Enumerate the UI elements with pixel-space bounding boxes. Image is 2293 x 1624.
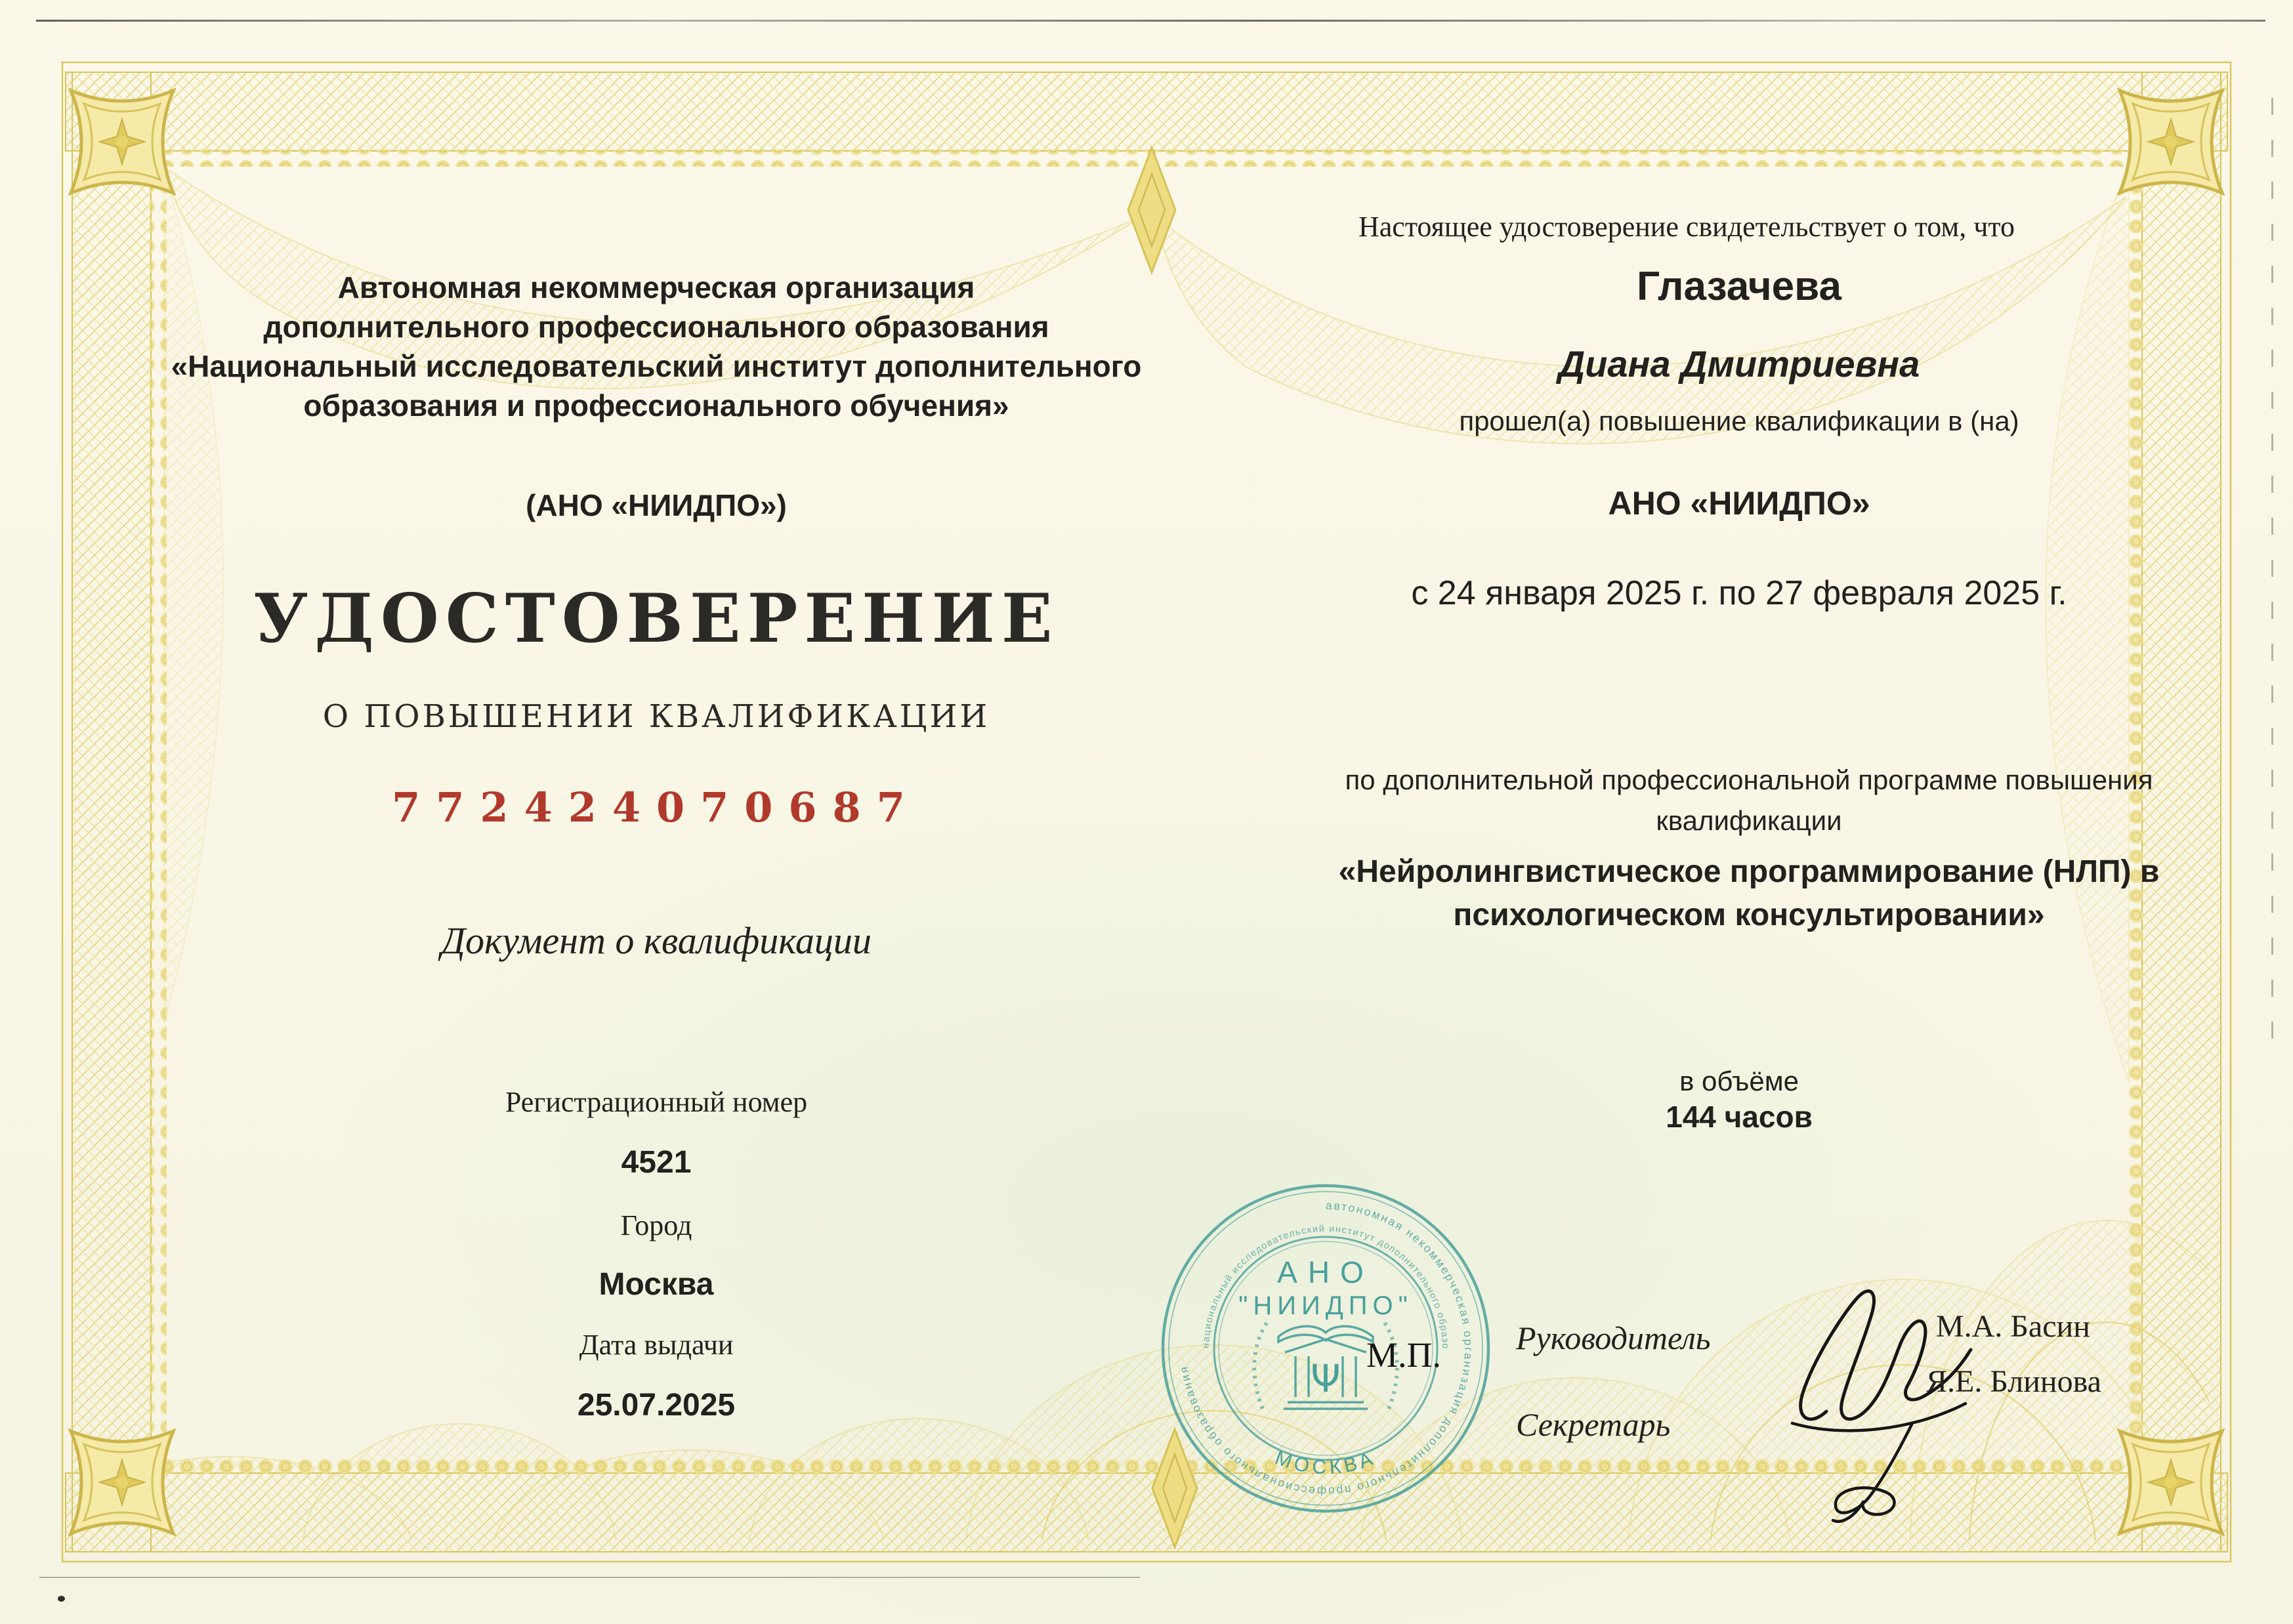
certificate-subtitle: О ПОВЫШЕНИИ КВАЛИФИКАЦИИ	[322, 698, 990, 735]
volume-value: 144 часов	[1666, 1100, 1813, 1134]
registration-number-value: 4521	[621, 1145, 692, 1180]
issuer-abbreviation: (АНО «НИИДПО»)	[526, 488, 787, 522]
seal-ring-inner-text: национальный исследовательский институт дополнительного образования и профессионального обучения	[1200, 1223, 1451, 1351]
seal-center-line2: "НИИДПО"	[1238, 1291, 1413, 1320]
scan-artifact-speckles	[2271, 98, 2273, 1040]
issue-date-value: 25.07.2025	[577, 1388, 736, 1423]
seal-ring-outer-text: автономная некоммерческая организация дополнительного профессионального образования	[1177, 1198, 1476, 1499]
secretary-title-label: Секретарь	[1516, 1406, 1671, 1443]
issuer-line: дополнительного профессионального образования	[263, 310, 1049, 344]
training-period: с 24 января 2025 г. по 27 февраля 2025 г.	[1411, 574, 2067, 612]
head-title-label: Руководитель	[1516, 1320, 1711, 1356]
city-value: Москва	[599, 1267, 714, 1302]
organization-seal	[1155, 1178, 1496, 1519]
seal-city-text: МОСКВА	[1272, 1446, 1379, 1479]
document-kind: Документ о квалификации	[441, 919, 872, 962]
head-name: М.А. Басин	[1936, 1309, 2090, 1344]
training-organization: АНО «НИИДПО»	[1608, 485, 1870, 522]
program-intro: по дополнительной профессиональной программе повышения квалификации	[1345, 764, 2153, 836]
issuer-line: Автономная некоммерческая организация	[337, 270, 975, 304]
scan-artifact-line	[36, 20, 2265, 22]
issuer-line: «Национальный исследовательский институт дополнительного	[171, 349, 1142, 383]
completed-line: прошел(а) повышение квалификации в (на)	[1459, 406, 2019, 436]
issue-date-label: Дата выдачи	[579, 1329, 734, 1361]
seal-center-line1: АНО	[1277, 1255, 1374, 1289]
registration-number-label: Регистрационный номер	[505, 1086, 808, 1118]
volume-label: в объёме	[1679, 1066, 1799, 1096]
holder-given-names: Диана Дмитриевна	[1558, 343, 1920, 385]
program-name: «Нейролингвистическое программирование (НЛП) в психологическом консультировании»	[1338, 854, 2160, 932]
scan-artifact-line	[39, 1577, 1140, 1578]
seal-place-label: М.П.	[1366, 1335, 1442, 1375]
city-label: Город	[620, 1209, 692, 1241]
svg-text:МОСКВА	[1273, 1447, 1379, 1478]
holder-surname: Глазачева	[1637, 264, 1841, 309]
certificate-title: УДОСТОВЕРЕНИЕ	[253, 579, 1059, 658]
secretary-name: Я.Е. Блинова	[1926, 1364, 2101, 1399]
scan-artifact-dot	[58, 1596, 65, 1602]
seal-psi-glyph: Ψ	[1311, 1356, 1341, 1401]
statement-line: Настоящее удостоверение свидетельствует о том, что	[1358, 211, 2015, 243]
blank-number: 772424070687	[392, 783, 921, 831]
issuer-organization-name	[131, 268, 1181, 425]
issuer-line: образования и профессионального обучения»	[303, 388, 1009, 423]
